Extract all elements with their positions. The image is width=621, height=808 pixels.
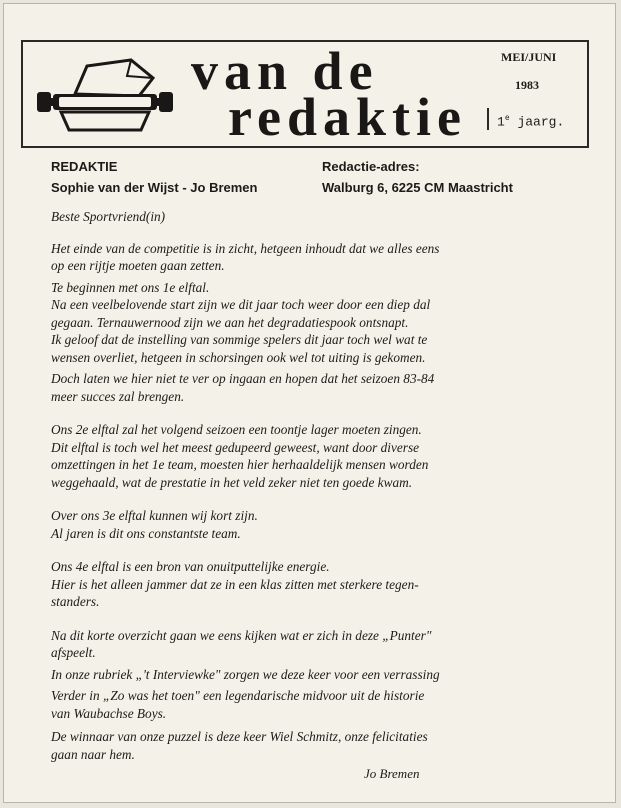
letter-paragraph: Ons 4e elftal is een bron van onuitputtelijke energie. Hier is het alleen jammer dat ze in een klas zitten met sterkere tegen- standers. xyxy=(51,559,419,609)
issue-date: MEI/JUNI xyxy=(501,50,557,64)
address-heading: Redactie-adres: xyxy=(322,159,420,174)
letter-paragraph: Verder in „Zo was het toen" een legendarische midvoor uit de historie van Waubachse Boys. xyxy=(51,688,425,721)
letter-paragraph: Het einde van de competitie is in zicht, hetgeen inhoudt dat we alles eens op een rijtje moeten gaan zetten. xyxy=(51,240,440,273)
letter-paragraph: De winnaar van onze puzzel is deze keer Wiel Schmitz, onze felicitaties gaan naar hem. xyxy=(51,729,428,762)
letter-paragraph: Te beginnen met ons 1e elftal. Na een veelbelovende start zijn we dit jaar toch weer door een diep dal gegaan. Ternauwernood zijn we aan het degradatiespook ontsnapt. Ik geloof dat de instelling van sommige spelers dit jaar toch wel wat te wensen overliet, hetgeen in schorsingen ook wel tot uiting is gekomen. xyxy=(51,279,431,365)
volume-suffix: e xyxy=(504,114,510,123)
letter-paragraph: Beste Sportvriend(in) xyxy=(51,209,166,224)
masthead xyxy=(21,40,589,148)
letter-paragraph: Ons 2e elftal zal het volgend seizoen een toontje lager moeten zingen. Dit elftal is toch wel het meest gedupeerd geweest, want door diverse omzettingen in het 1e team, moesten hier herhaaldelijk mensen worden weggehaald, wat de prestatie in het veld zeker niet ten goede kwam. xyxy=(51,422,429,490)
masthead-title-line-1: van de xyxy=(191,41,379,101)
newsletter-page xyxy=(3,3,616,803)
letter-paragraph: Doch laten we hier niet te ver op ingaan en hopen dat het seizoen 83-84 meer succes zal brengen. xyxy=(51,371,435,404)
typewriter-logo xyxy=(35,56,175,136)
volume-word: jaarg. xyxy=(517,114,565,130)
volume-number: 1 xyxy=(497,114,505,130)
redaktie-names: Sophie van der Wijst - Jo Bremen xyxy=(51,180,258,195)
redaktie-heading: REDAKTIE xyxy=(51,159,118,174)
letter-paragraph: In onze rubriek „'t Interviewke" zorgen we deze keer voor een verrassing xyxy=(51,666,440,682)
address-value: Walburg 6, 6225 CM Maastricht xyxy=(322,180,513,195)
letter-body xyxy=(51,208,571,763)
masthead-title-line-2: redaktie xyxy=(228,87,467,147)
letter-paragraph: Na dit korte overzicht gaan we eens kijken wat er zich in deze „Punter" afspeelt. xyxy=(51,627,432,660)
signature: Jo Bremen xyxy=(364,766,420,781)
letter-paragraph: Over ons 3e elftal kunnen wij kort zijn. Al jaren is dit ons constantste team. xyxy=(51,508,258,541)
issue-year: 1983 xyxy=(515,78,539,92)
volume-label xyxy=(487,108,564,130)
